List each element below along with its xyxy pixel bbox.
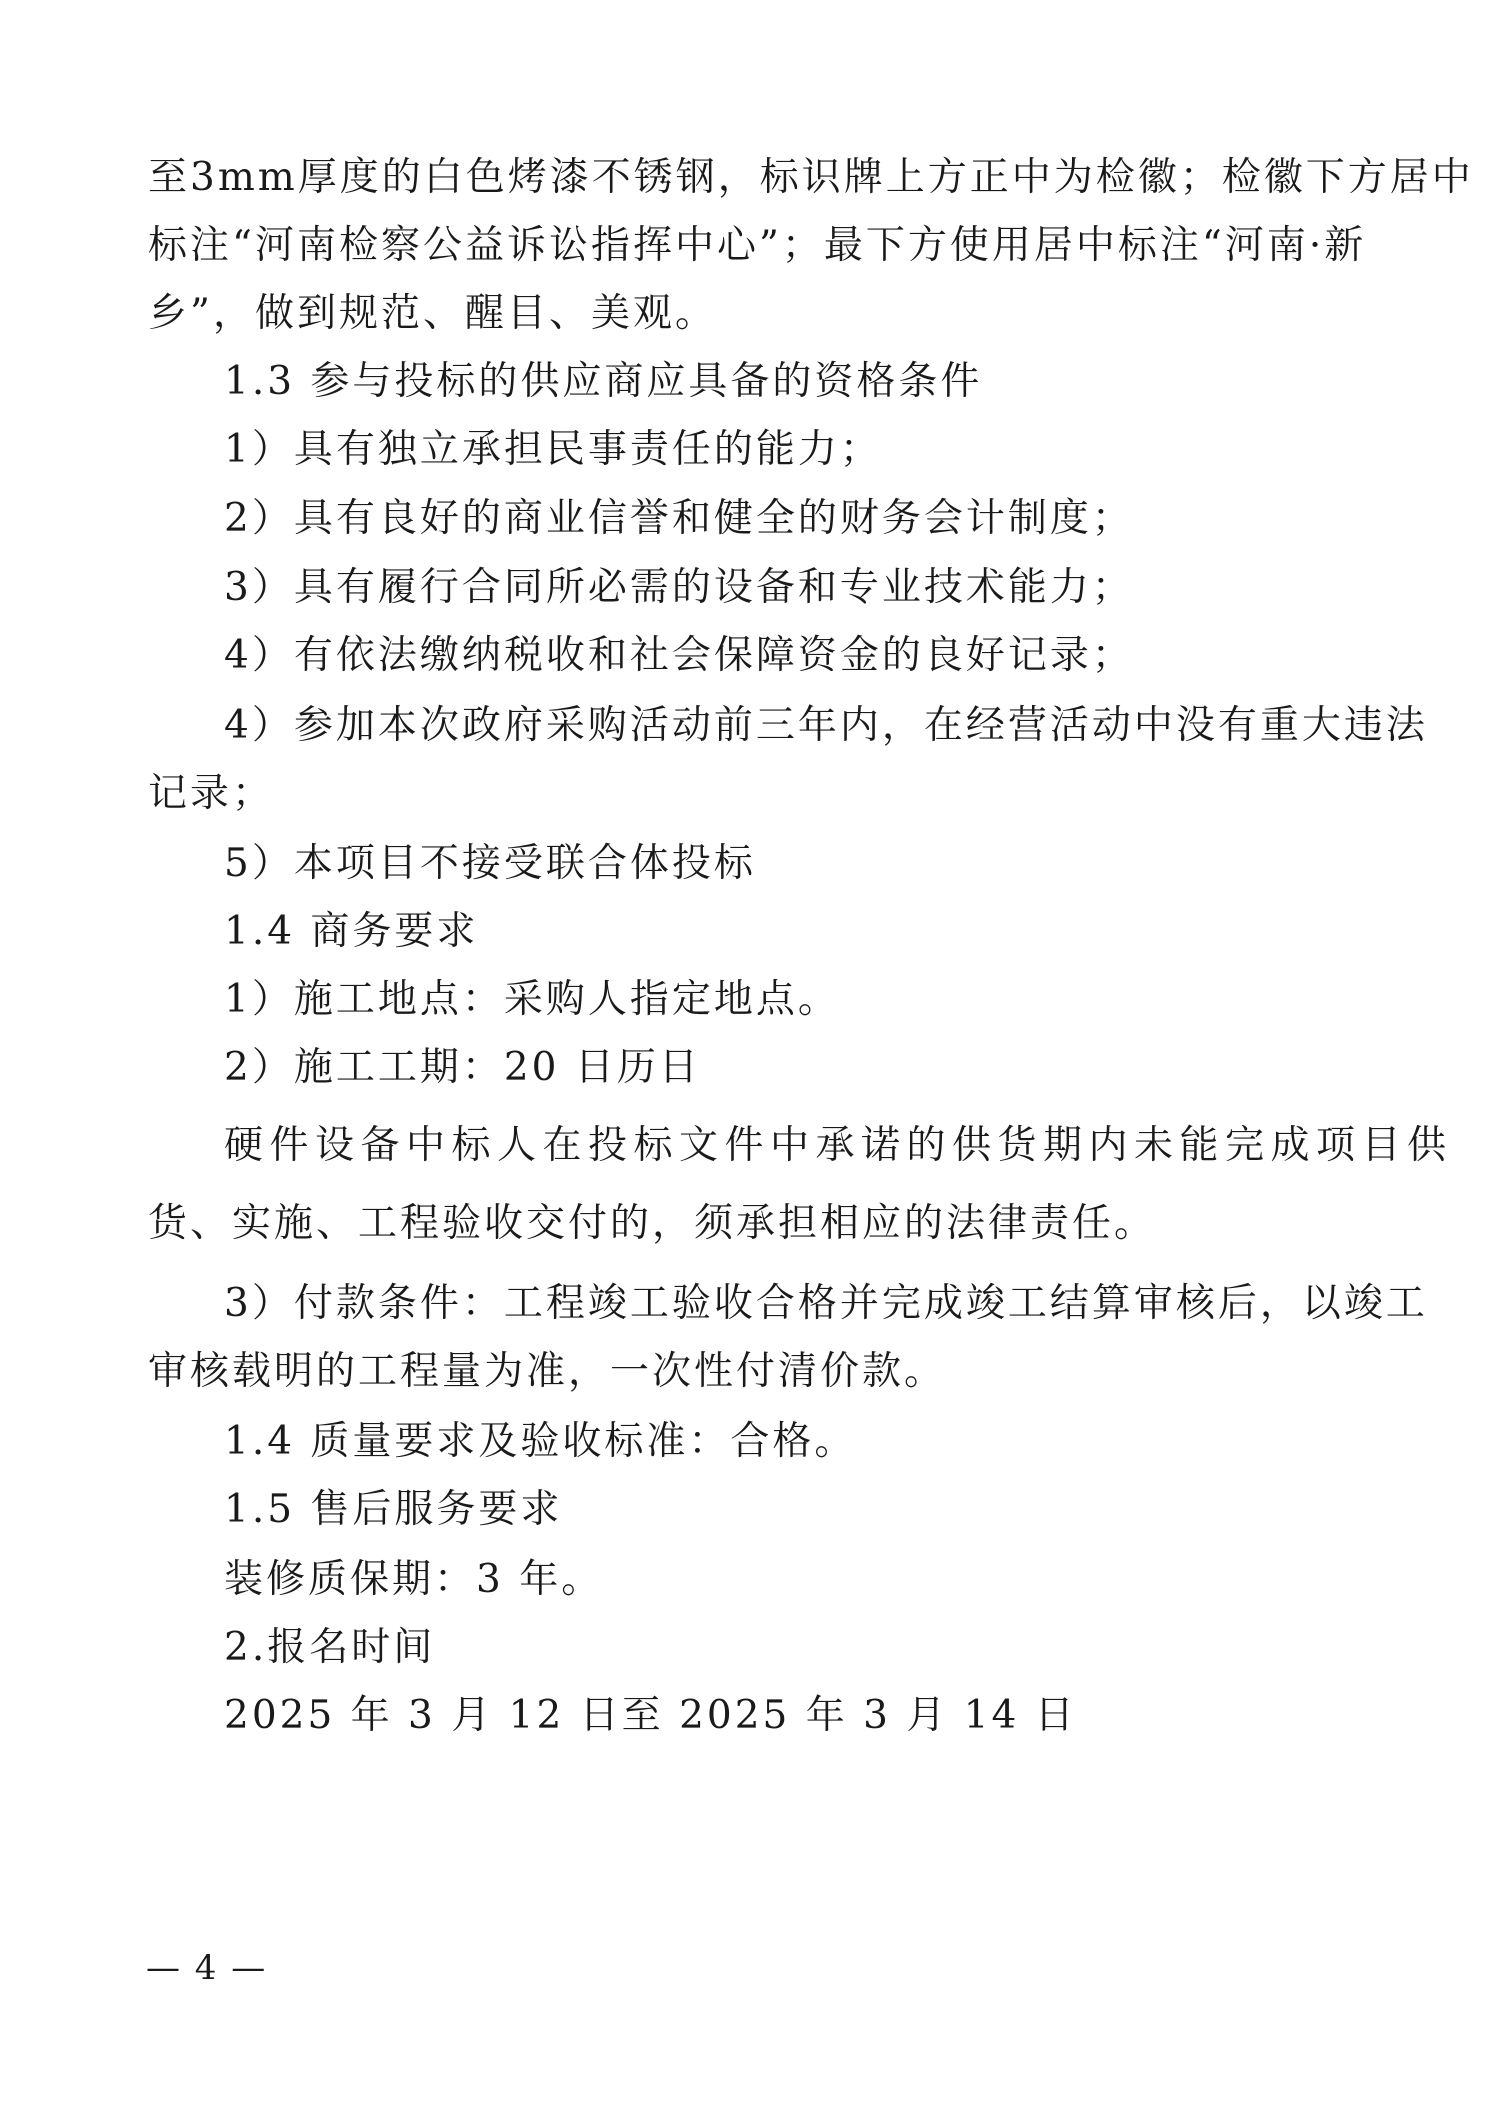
list-item: 4）有依法缴纳税收和社会保障资金的良好记录； bbox=[224, 633, 1134, 678]
body-line: 2025 年 3 月 12 日至 2025 年 3 月 14 日 bbox=[224, 1693, 1077, 1738]
section-heading: 1.4 质量要求及验收标准：合格。 bbox=[224, 1419, 857, 1464]
page-number: — 4 — bbox=[146, 1948, 268, 1988]
list-item: 2）施工工期：20 日历日 bbox=[224, 1045, 701, 1090]
list-item: 5）本项目不接受联合体投标 bbox=[224, 841, 756, 886]
body-line: 乡”，做到规范、醒目、美观。 bbox=[148, 291, 717, 336]
list-item: 1）具有独立承担民事责任的能力； bbox=[224, 427, 882, 472]
body-line: 记录； bbox=[148, 771, 275, 816]
section-heading: 1.3 参与投标的供应商应具备的资格条件 bbox=[224, 359, 983, 404]
list-item: 2）具有良好的商业信誉和健全的财务会计制度； bbox=[224, 496, 1134, 541]
body-line: 装修质保期：3 年。 bbox=[224, 1557, 604, 1602]
list-item: 3）具有履行合同所必需的设备和专业技术能力； bbox=[224, 565, 1134, 610]
body-line: 货、实施、工程验收交付的，须承担相应的法律责任。 bbox=[148, 1201, 1157, 1246]
body-line: 硬件设备中标人在投标文件中承诺的供货期内未能完成项目供 bbox=[224, 1123, 1453, 1168]
body-line: 审核载明的工程量为准，一次性付清价款。 bbox=[148, 1349, 947, 1394]
body-line: 至3mm厚度的白色烤漆不锈钢，标识牌上方正中为检徽；检徽下方居中 bbox=[148, 155, 1474, 200]
body-line: 标注“河南检察公益诉讼指挥中心”；最下方使用居中标注“河南·新 bbox=[148, 223, 1367, 268]
section-heading: 1.4 商务要求 bbox=[224, 909, 479, 954]
list-item: 1）施工地点：采购人指定地点。 bbox=[224, 977, 840, 1022]
list-item: 3）付款条件：工程竣工验收合格并完成竣工结算审核后，以竣工 bbox=[224, 1281, 1428, 1326]
section-heading: 1.5 售后服务要求 bbox=[224, 1487, 563, 1532]
section-heading: 2.报名时间 bbox=[224, 1625, 436, 1670]
list-item: 4）参加本次政府采购活动前三年内，在经营活动中没有重大违法 bbox=[224, 703, 1428, 748]
